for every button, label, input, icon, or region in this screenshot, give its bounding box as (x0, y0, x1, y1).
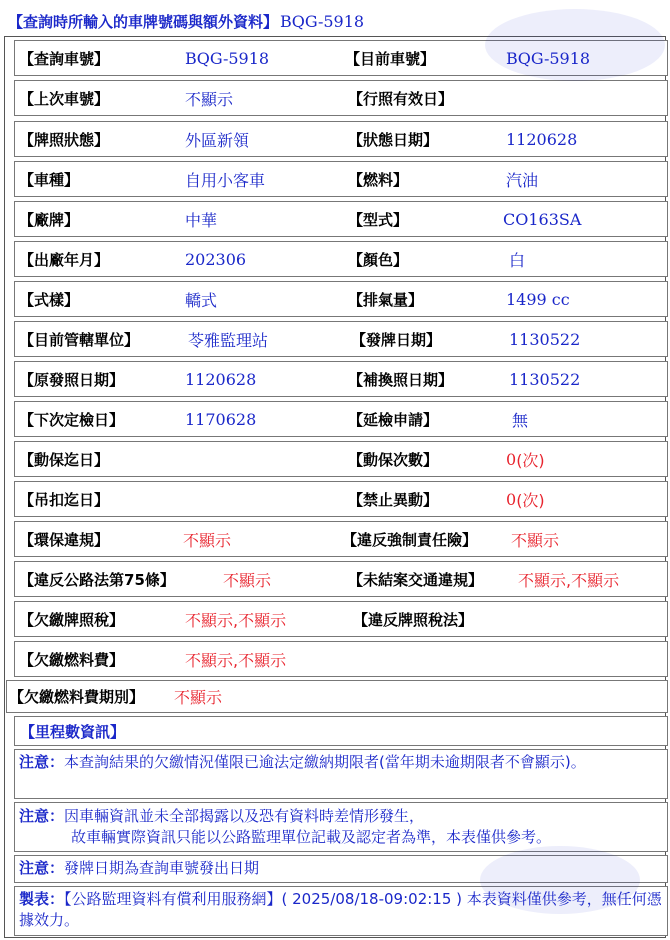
label-inspection-extension: 【延檢申請】 (348, 410, 439, 429)
mileage-section-title: 【里程數資訊】 (14, 716, 668, 746)
row-original-license-date (14, 361, 668, 397)
note-overdue (14, 749, 668, 799)
row-fuel-fee (14, 641, 668, 677)
label-highway-act-violation: 【違反公路法第75條】 (19, 570, 175, 589)
value-issue-date: 1130522 (509, 329, 581, 349)
label-unpaid-fuel-fee: 【欠繳燃料費】 (19, 650, 125, 669)
label-reissue-date: 【補換照日期】 (348, 370, 454, 389)
value-previous-plate: 不顯示 (185, 89, 234, 109)
value-displacement: 1499 cc (506, 289, 570, 309)
vehicle-info-table (4, 36, 666, 938)
chattel-count-unit: (次) (516, 450, 545, 470)
label-previous-plate: 【上次車號】 (19, 89, 110, 108)
value-original-license-date: 1120628 (185, 369, 257, 389)
label-issue-date: 【發牌日期】 (351, 330, 442, 349)
value-chattel-count (506, 442, 545, 476)
label-transfer-ban: 【禁止異動】 (348, 490, 439, 509)
label-original-license-date: 【原發照日期】 (19, 370, 125, 389)
label-unpaid-fuel-fee-period: 【欠繳燃料費期別】 (9, 688, 145, 706)
value-plate-status: 外區新領 (185, 130, 250, 150)
value-unpaid-fuel-fee: 不顯示,不顯示 (185, 650, 287, 670)
value-inspection-extension: 無 (512, 410, 529, 430)
value-body-style: 轎式 (185, 290, 218, 310)
label-manufacture-date: 【出廠年月】 (19, 250, 110, 269)
label-brand: 【廠牌】 (19, 210, 80, 229)
note-disclaimer (14, 802, 668, 852)
label-environmental-violation: 【環保違規】 (19, 530, 110, 549)
footer-text: 【公路監理資料有償利用服務網】( 2025/08/18-09:02:15 ) 本表資料僅供參考，無任何憑據效力。 (19, 890, 662, 929)
value-model: CO163SA (503, 209, 582, 229)
page-title (8, 8, 364, 34)
value-unpaid-fuel-fee-period: 不顯示 (174, 688, 223, 707)
value-environmental-violation: 不顯示 (183, 530, 232, 550)
value-transfer-ban (506, 482, 545, 516)
row-suspension (14, 481, 668, 517)
label-unpaid-license-tax: 【欠繳牌照稅】 (19, 610, 125, 629)
label-jurisdiction: 【目前管轄單位】 (19, 330, 140, 349)
row-query-plate (14, 40, 668, 76)
note-label: 注意： (19, 753, 65, 771)
note-text: 因車輛資訊並未全部揭露以及恐有資料時差情形發生， (64, 807, 425, 825)
row-chattel-mortgage (14, 441, 668, 477)
note-label: 注意： (19, 859, 65, 877)
label-license-tax-violation: 【違反牌照稅法】 (353, 610, 474, 629)
note-text: 本查詢結果的欠繳情況僅限已逾法定繳納期限者(當年期未逾期限者不會顯示)。 (64, 753, 586, 771)
note-text-continued: 故車輛實際資訊只能以公路監理單位記載及認定者為準，本表僅供參考。 (71, 828, 552, 846)
value-color: 白 (509, 250, 526, 270)
label-status-date: 【狀態日期】 (348, 130, 439, 149)
label-plate-status: 【牌照狀態】 (19, 130, 110, 149)
footer-label: 製表： (19, 890, 65, 908)
row-vehicle-type (14, 161, 668, 197)
value-reissue-date: 1130522 (509, 369, 581, 389)
value-jurisdiction: 苓雅監理站 (188, 330, 269, 350)
value-pending-violations: 不顯示,不顯示 (518, 570, 620, 590)
report-footer (14, 886, 668, 936)
row-previous-plate (14, 80, 668, 116)
label-current-plate: 【目前車號】 (345, 49, 436, 68)
note-issue-date (14, 855, 668, 883)
value-highway-act-violation: 不顯示 (223, 570, 272, 590)
label-model: 【型式】 (348, 210, 409, 229)
row-highway-act-violation (14, 561, 668, 597)
row-plate-status (14, 121, 668, 157)
label-displacement: 【排氣量】 (348, 290, 424, 309)
label-pending-violations: 【未結案交通違規】 (348, 570, 484, 589)
row-body-style (14, 281, 668, 317)
value-status-date: 1120628 (506, 129, 578, 149)
chattel-count-number: 0 (506, 449, 517, 469)
label-insurance-violation: 【違反強制責任險】 (342, 530, 478, 549)
label-fuel: 【燃料】 (348, 170, 409, 189)
value-fuel: 汽油 (506, 170, 539, 190)
row-fuel-fee-period (6, 680, 668, 713)
label-query-plate: 【查詢車號】 (19, 49, 110, 68)
note-label: 注意： (19, 807, 65, 825)
row-license-tax (14, 601, 668, 637)
label-chattel-end-date: 【動保迄日】 (19, 450, 110, 469)
value-vehicle-type: 自用小客車 (185, 170, 266, 190)
page-title-label: 【查詢時所輸入的車牌號碼與額外資料】 (8, 12, 279, 31)
row-brand (14, 201, 668, 237)
page-title-plate: BQG-5918 (280, 11, 365, 31)
label-body-style: 【式樣】 (19, 290, 80, 309)
value-manufacture-date: 202306 (185, 249, 247, 269)
row-manufacture-date (14, 241, 668, 277)
value-unpaid-license-tax: 不顯示,不顯示 (185, 610, 287, 630)
label-next-inspection: 【下次定檢日】 (19, 410, 125, 429)
row-jurisdiction (14, 321, 668, 357)
label-suspension-end-date: 【吊扣迄日】 (19, 490, 110, 509)
value-next-inspection: 1170628 (185, 409, 257, 429)
label-vehicle-type: 【車種】 (19, 170, 80, 189)
transfer-ban-unit: (次) (516, 490, 545, 510)
value-query-plate: BQG-5918 (185, 48, 270, 68)
label-chattel-count: 【動保次數】 (348, 450, 439, 469)
value-current-plate: BQG-5918 (506, 48, 591, 68)
label-color: 【顏色】 (348, 250, 409, 269)
row-environmental-violation (14, 521, 668, 557)
value-insurance-violation: 不顯示 (511, 530, 560, 550)
note-text: 發牌日期為查詢車號發出日期 (64, 859, 260, 877)
row-next-inspection (14, 401, 668, 437)
transfer-ban-number: 0 (506, 489, 517, 509)
label-license-expiry: 【行照有效日】 (348, 89, 454, 108)
value-brand: 中華 (185, 210, 218, 230)
